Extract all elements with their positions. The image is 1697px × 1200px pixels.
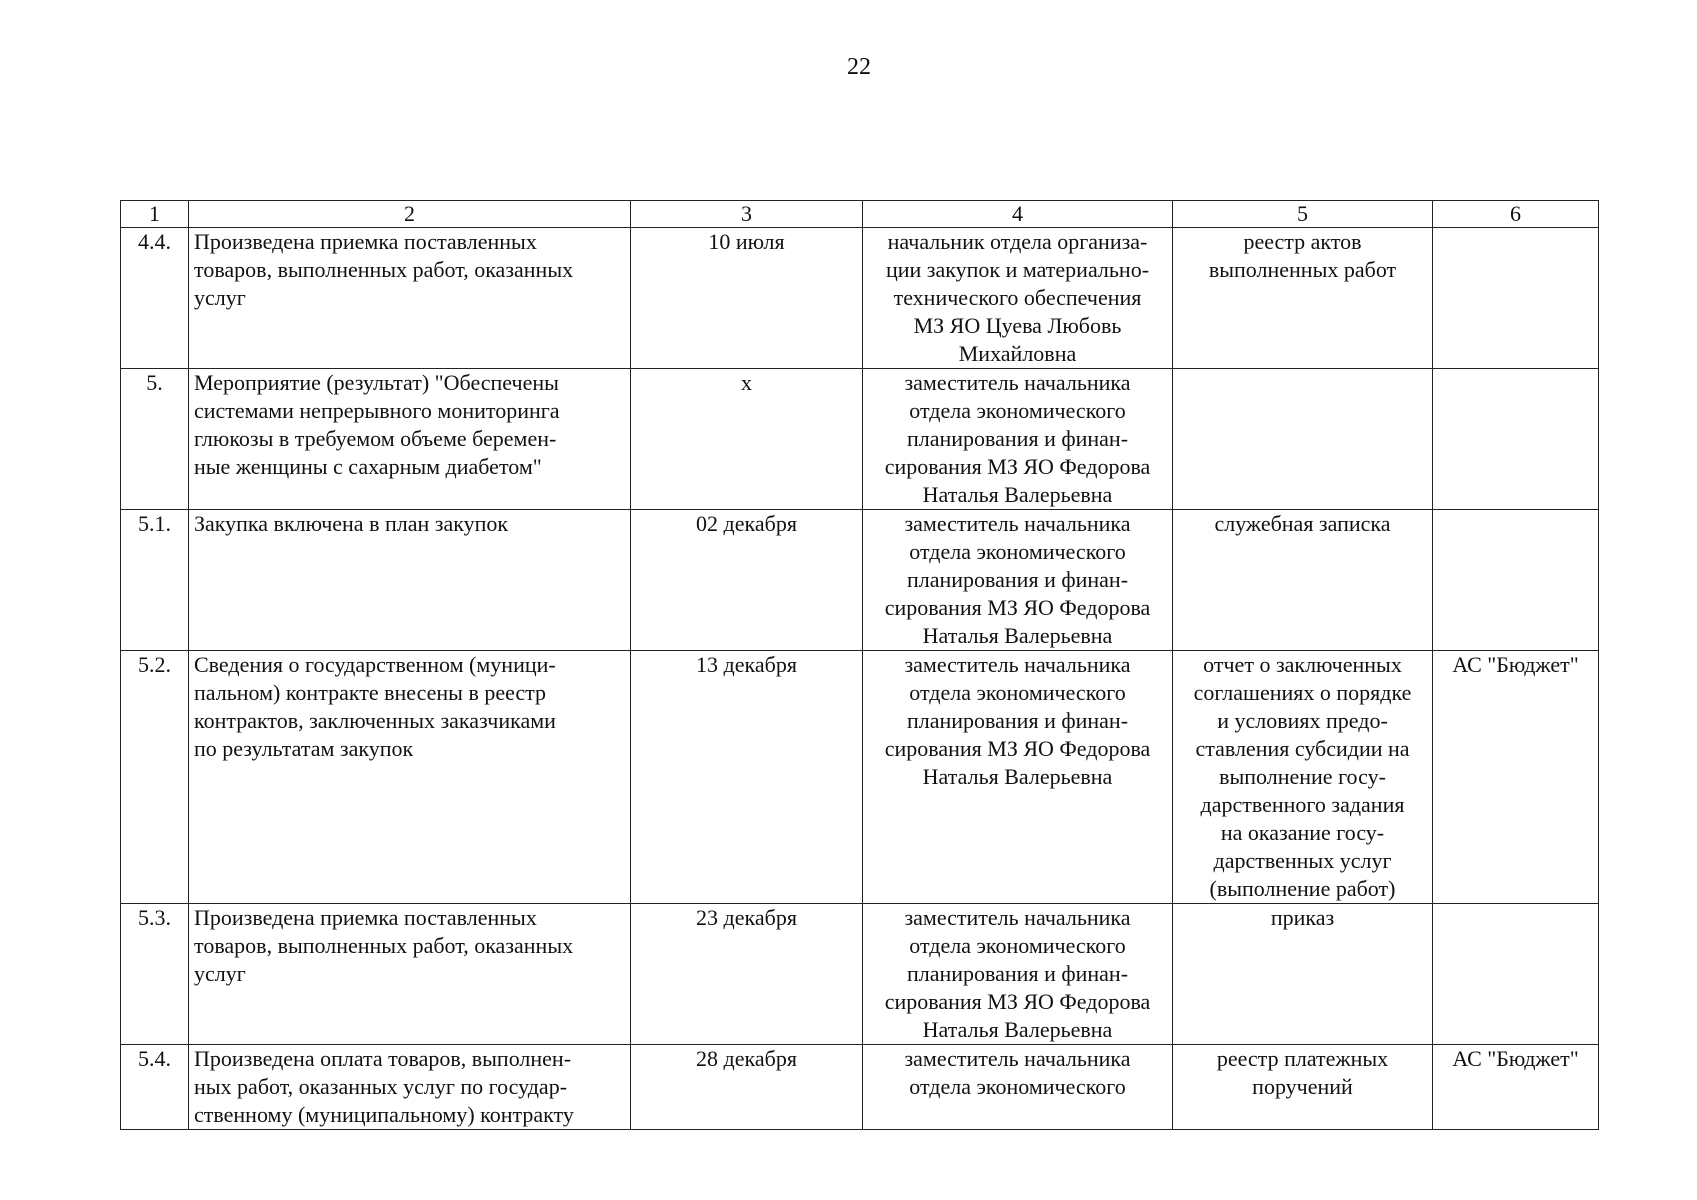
header-col-3: 3 (631, 201, 863, 228)
cell-line: соглашениях о порядке (1193, 680, 1412, 705)
cell-line: Наталья Валерьевна (922, 623, 1113, 648)
cell-line: 13 декабря (696, 652, 797, 677)
cell-document (1173, 510, 1433, 651)
cell-line: сирования МЗ ЯО Федорова (884, 989, 1151, 1014)
cell-line: поручений (1252, 1074, 1353, 1099)
cell-line: АС "Бюджет" (1452, 652, 1579, 677)
cell-line: АС "Бюджет" (1452, 1046, 1579, 1071)
cell-system (1433, 510, 1599, 651)
cell-line: МЗ ЯО Цуева Любовь (913, 313, 1122, 338)
cell-document (1173, 1045, 1433, 1130)
cell-line: отдела экономического (909, 539, 1126, 564)
cell-line: Мероприятие (результат) "Обеспечены (194, 370, 559, 395)
cell-line: Произведена оплата товаров, выполнен- (194, 1046, 572, 1071)
table-row (121, 510, 1599, 651)
cell-line: 10 июля (708, 229, 785, 254)
cell-line: планирования и финан- (906, 708, 1129, 733)
cell-line: услуг (194, 285, 246, 310)
cell-line: ставления субсидии на (1195, 736, 1410, 761)
cell-line: реестр платежных (1216, 1046, 1389, 1071)
cell-line: товаров, выполненных работ, оказанных (194, 933, 574, 958)
cell-line: и условиях предо- (1217, 708, 1388, 733)
cell-line: заместитель начальника (904, 905, 1131, 930)
cell-line: Сведения о государственном (муници- (194, 652, 556, 677)
cell-line: ственному (муниципальному) контракту (194, 1102, 574, 1127)
cell-line: Закупка включена в план закупок (194, 511, 509, 536)
cell-line: на оказание госу- (1220, 820, 1385, 845)
cell-document (1173, 651, 1433, 904)
cell-date (631, 228, 863, 369)
cell-responsible (863, 510, 1173, 651)
cell-number: 5. (121, 369, 189, 510)
cell-document (1173, 369, 1433, 510)
table-row (121, 904, 1599, 1045)
cell-event (189, 510, 631, 651)
cell-line: Произведена приемка поставленных (194, 905, 537, 930)
header-col-2: 2 (189, 201, 631, 228)
cell-line: системами непрерывного мониторинга (194, 398, 560, 423)
cell-responsible (863, 904, 1173, 1045)
cell-line: технического обеспечения (893, 285, 1142, 310)
cell-line: отчет о заключенных (1203, 652, 1402, 677)
cell-line: выполнение госу- (1219, 764, 1386, 789)
header-row (121, 201, 1599, 228)
cell-line: ции закупок и материально- (885, 257, 1150, 282)
cell-system (1433, 1045, 1599, 1130)
cell-line: Произведена приемка поставленных (194, 229, 537, 254)
cell-system (1433, 228, 1599, 369)
cell-line: (выполнение работ) (1209, 876, 1396, 901)
cell-line: отдела экономического (909, 1074, 1126, 1099)
cell-event (189, 904, 631, 1045)
cell-line: заместитель начальника (904, 1046, 1131, 1071)
cell-line: Наталья Валерьевна (922, 482, 1113, 507)
cell-line: отдела экономического (909, 398, 1126, 423)
table-row (121, 651, 1599, 904)
cell-line: услуг (194, 961, 246, 986)
cell-line: контрактов, заключенных заказчиками (194, 708, 556, 733)
cell-event (189, 369, 631, 510)
cell-number: 4.4. (121, 228, 189, 369)
cell-date (631, 510, 863, 651)
cell-line: заместитель начальника (904, 370, 1131, 395)
cell-event (189, 651, 631, 904)
cell-line: реестр актов (1243, 229, 1362, 254)
header-col-4: 4 (863, 201, 1173, 228)
table-row (121, 228, 1599, 369)
cell-line: сирования МЗ ЯО Федорова (884, 454, 1151, 479)
cell-responsible (863, 651, 1173, 904)
cell-number: 5.3. (121, 904, 189, 1045)
cell-line: сирования МЗ ЯО Федорова (884, 595, 1151, 620)
cell-line: планирования и финан- (906, 961, 1129, 986)
cell-system (1433, 904, 1599, 1045)
cell-line: начальник отдела организа- (887, 229, 1148, 254)
cell-line: товаров, выполненных работ, оказанных (194, 257, 574, 282)
cell-line: ных работ, оказанных услуг по государ- (194, 1074, 568, 1099)
cell-date (631, 904, 863, 1045)
cell-line: заместитель начальника (904, 652, 1131, 677)
cell-line: выполненных работ (1208, 257, 1397, 282)
cell-line: пальном) контракте внесены в реестр (194, 680, 547, 705)
table-row (121, 1045, 1599, 1130)
cell-responsible (863, 228, 1173, 369)
header-col-1: 1 (121, 201, 189, 228)
cell-event (189, 1045, 631, 1130)
header-col-5: 5 (1173, 201, 1433, 228)
cell-date (631, 1045, 863, 1130)
cell-line: отдела экономического (909, 933, 1126, 958)
cell-responsible (863, 1045, 1173, 1130)
cell-system (1433, 651, 1599, 904)
cell-line: отдела экономического (909, 680, 1126, 705)
cell-line: Наталья Валерьевна (922, 764, 1113, 789)
cell-number: 5.4. (121, 1045, 189, 1130)
schedule-table (120, 200, 1599, 1130)
cell-line: дарственного задания (1200, 792, 1405, 817)
cell-line: приказ (1270, 905, 1335, 930)
cell-line: служебная записка (1214, 511, 1391, 536)
cell-line: Михайловна (958, 341, 1077, 366)
cell-line: сирования МЗ ЯО Федорова (884, 736, 1151, 761)
cell-number: 5.1. (121, 510, 189, 651)
cell-line: ные женщины с сахарным диабетом" (194, 454, 542, 479)
cell-system (1433, 369, 1599, 510)
cell-line: Наталья Валерьевна (922, 1017, 1113, 1042)
cell-line: планирования и финан- (906, 567, 1129, 592)
cell-line: заместитель начальника (904, 511, 1131, 536)
cell-document (1173, 904, 1433, 1045)
cell-line: х (741, 370, 752, 395)
page-number: 22 (847, 54, 871, 80)
cell-line: глюкозы в требуемом объеме беремен- (194, 426, 557, 451)
header-col-6: 6 (1433, 201, 1599, 228)
cell-document (1173, 228, 1433, 369)
cell-line: планирования и финан- (906, 426, 1129, 451)
cell-line: 02 декабря (696, 511, 797, 536)
cell-line: 28 декабря (696, 1046, 797, 1071)
table-row (121, 369, 1599, 510)
cell-date (631, 369, 863, 510)
cell-responsible (863, 369, 1173, 510)
cell-line: по результатам закупок (194, 736, 414, 761)
cell-line: 23 декабря (696, 905, 797, 930)
cell-number: 5.2. (121, 651, 189, 904)
cell-line: дарственных услуг (1213, 848, 1392, 873)
cell-event (189, 228, 631, 369)
cell-date (631, 651, 863, 904)
